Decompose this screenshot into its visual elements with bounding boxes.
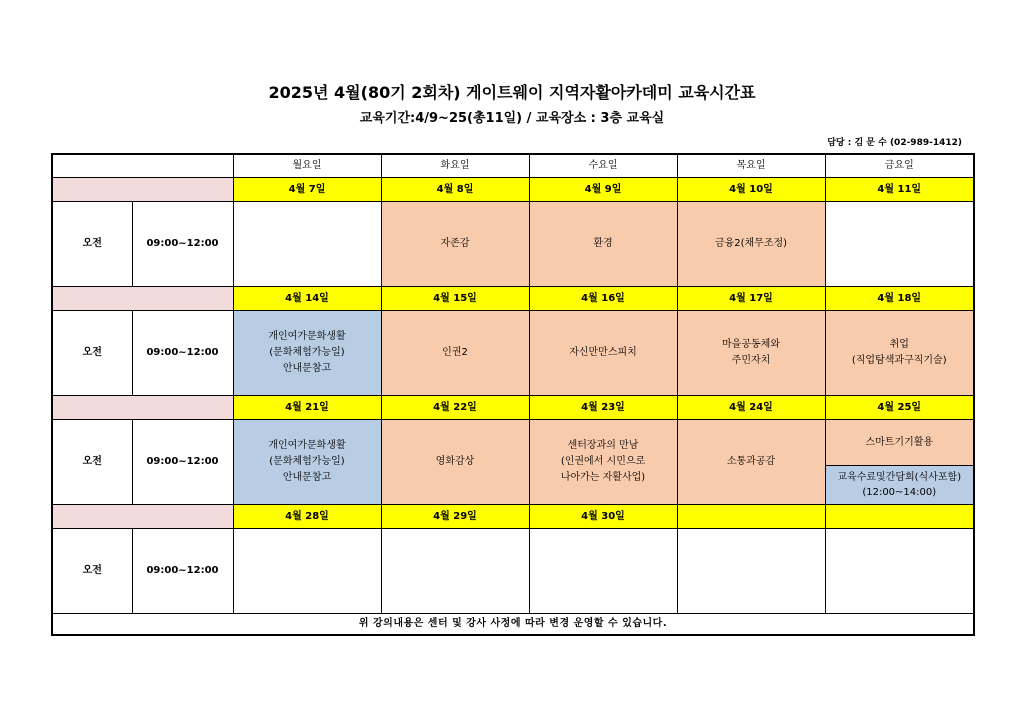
class-cell [233, 311, 381, 396]
date-row-label [52, 287, 233, 311]
date-row [52, 396, 974, 420]
date-cell: 4월 11일 [825, 178, 974, 202]
date-cell [825, 505, 974, 529]
date-cell: 4월 22일 [381, 396, 529, 420]
date-cell: 4월 25일 [825, 396, 974, 420]
date-cell: 4월 7일 [233, 178, 381, 202]
day-header-thu: 목요일 [677, 154, 825, 178]
class-text-line: (인권에서 시민으로 [560, 456, 646, 467]
day-header-wed: 수요일 [529, 154, 677, 178]
contact-info: 담당 : 김 문 수 (02-989-1412) [827, 138, 962, 148]
date-row [52, 287, 974, 311]
class-cell [825, 420, 974, 505]
class-cell [233, 529, 381, 614]
day-header-tue: 화요일 [381, 154, 529, 178]
footer-note: 위 강의내용은 센터 및 강사 사정에 따라 변경 운영할 수 있습니다. [52, 614, 974, 636]
date-cell: 4월 21일 [233, 396, 381, 420]
class-cell [381, 529, 529, 614]
class-text-line: 나아가는 자활사업) [560, 472, 646, 483]
period-label: 오전 [52, 311, 132, 396]
date-row-label [52, 396, 233, 420]
class-text-line: 센터장과의 만남 [567, 440, 639, 451]
class-text-line: 안내문참고 [282, 363, 332, 374]
class-cell [825, 202, 974, 287]
class-cell [825, 311, 974, 396]
date-cell [677, 505, 825, 529]
date-cell: 4월 17일 [677, 287, 825, 311]
date-cell: 4월 9일 [529, 178, 677, 202]
class-text-line: 취업 [889, 339, 909, 350]
session-row [52, 311, 974, 396]
date-cell: 4월 10일 [677, 178, 825, 202]
class-text-line: 스마트기기활용 [865, 436, 934, 448]
class-text-line: (문화체험가능일) [269, 456, 345, 467]
class-cell [529, 202, 677, 287]
date-cell: 4월 30일 [529, 505, 677, 529]
date-cell: 4월 14일 [233, 287, 381, 311]
date-cell: 4월 16일 [529, 287, 677, 311]
class-text-line: 개인여가문화생활 [268, 440, 346, 451]
period-label: 오전 [52, 420, 132, 505]
header-row [52, 154, 974, 178]
period-label: 오전 [52, 202, 132, 287]
date-row-label [52, 505, 233, 529]
date-cell: 4월 15일 [381, 287, 529, 311]
class-text-line: 안내문참고 [282, 472, 332, 483]
class-cell [381, 420, 529, 505]
day-header-mon: 월요일 [233, 154, 381, 178]
date-cell: 4월 8일 [381, 178, 529, 202]
class-cell [529, 420, 677, 505]
page-subtitle: 교육기간:4/9~25(총11일) / 교육장소 : 3층 교육실 [359, 111, 665, 126]
class-text-line: 인권2 [442, 347, 468, 358]
class-cell [825, 529, 974, 614]
date-cell: 4월 28일 [233, 505, 381, 529]
class-cell [233, 202, 381, 287]
period-label: 오전 [52, 529, 132, 614]
date-cell: 4월 23일 [529, 396, 677, 420]
class-cell-top [826, 420, 974, 466]
day-header-fri: 금요일 [825, 154, 974, 178]
class-cell [529, 529, 677, 614]
class-text-line: 환경 [593, 238, 613, 249]
class-cell [233, 420, 381, 505]
class-text-line: 자신만만스피치 [569, 347, 637, 358]
class-cell [381, 202, 529, 287]
class-text-line: 교육수료및간담회(식사포함) [837, 472, 962, 483]
class-cell [677, 202, 825, 287]
time-label: 09:00~12:00 [132, 529, 233, 614]
class-cell [677, 420, 825, 505]
header-corner [52, 154, 233, 178]
time-label: 09:00~12:00 [132, 311, 233, 396]
class-text-line: 주민자치 [731, 355, 771, 366]
class-text-line: 영화감상 [435, 456, 475, 467]
class-text-line: 금융2(채무조정) [714, 238, 788, 249]
class-text-line: 자존감 [440, 238, 470, 249]
class-cell-bottom [826, 466, 974, 504]
time-label: 09:00~12:00 [132, 202, 233, 287]
session-row [52, 420, 974, 505]
class-text-line: 마을공동체와 [722, 339, 780, 350]
class-cell [677, 529, 825, 614]
date-cell: 4월 18일 [825, 287, 974, 311]
footer-row [52, 614, 974, 636]
date-cell: 4월 29일 [381, 505, 529, 529]
timetable [51, 153, 975, 636]
class-text-line: (문화체험가능일) [269, 347, 345, 358]
date-row [52, 178, 974, 202]
class-text-line: (12:00~14:00) [862, 487, 937, 498]
page-title: 2025년 4월(80기 2회차) 게이트웨이 지역자활아카데미 교육시간표 [268, 83, 756, 102]
time-label: 09:00~12:00 [132, 420, 233, 505]
class-text-line: 개인여가문화생활 [268, 331, 346, 342]
session-row [52, 529, 974, 614]
class-text-line: (직업탐색과구직기술) [851, 355, 947, 366]
class-cell [529, 311, 677, 396]
class-cell [677, 311, 825, 396]
class-cell [381, 311, 529, 396]
date-cell: 4월 24일 [677, 396, 825, 420]
date-row-label [52, 178, 233, 202]
class-text-line: 소통과공감 [726, 456, 776, 467]
date-row [52, 505, 974, 529]
session-row [52, 202, 974, 287]
